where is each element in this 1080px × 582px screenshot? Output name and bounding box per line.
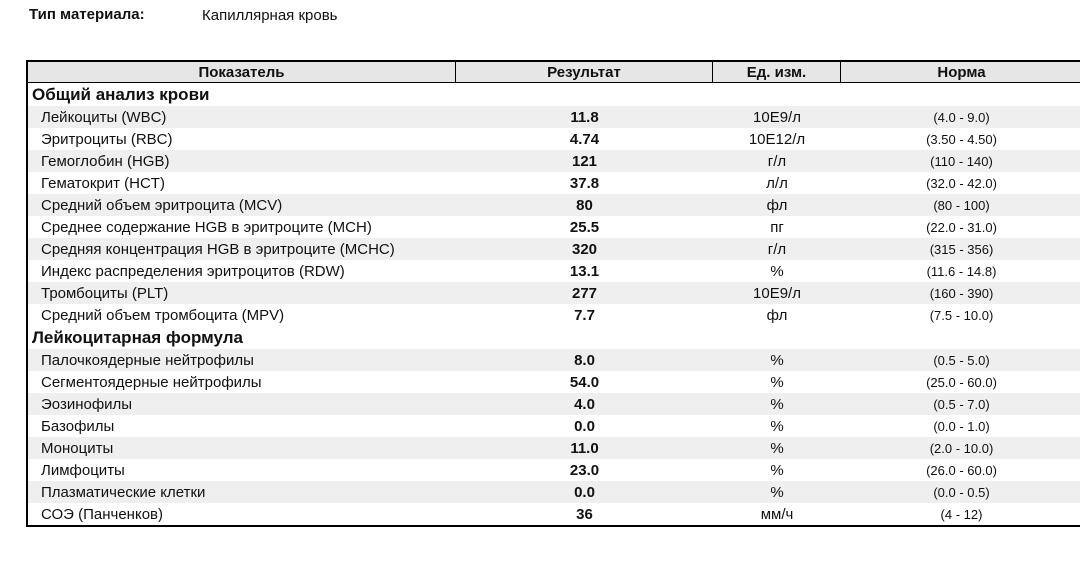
norm-range: (7.5 - 10.0) [929,307,994,323]
table-body [28,83,1080,525]
parameter-name: Сегментоядерные нейтрофилы [41,373,262,391]
result-value: 80 [576,196,593,214]
table-row [28,172,1080,194]
result-value: 11.0 [570,439,599,457]
header-result: Результат [456,62,713,82]
unit-value: г/л [767,240,787,258]
parameter-name: Индекс распределения эритроцитов (RDW) [41,262,345,280]
parameter-name: Палочкоядерные нейтрофилы [41,351,254,369]
table-row [28,481,1080,503]
result-value: 277 [571,284,598,302]
norm-range: (110 - 140) [930,153,993,169]
parameter-name: Среднее содержание HGB в эритроците (MCH) [41,218,372,236]
norm-range: (4.0 - 9.0) [933,109,990,125]
section-title: Лейкоцитарная формула [32,328,243,347]
parameter-name: СОЭ (Панченков) [41,505,163,523]
table-row [28,393,1080,415]
table-row [28,282,1080,304]
result-value: 54.0 [569,373,600,391]
header-parameter: Показатель [28,62,456,82]
unit-value: % [770,373,784,391]
table-row [28,459,1080,481]
result-value: 25.5 [569,218,600,236]
norm-range: (2.0 - 10.0) [929,440,994,456]
table-row [28,216,1080,238]
norm-range: (80 - 100) [933,197,990,213]
norm-range: (4 - 12) [940,506,983,522]
unit-value: % [770,461,784,479]
norm-range: (0.0 - 0.5) [933,484,990,500]
unit-value: % [770,483,784,501]
unit-value: % [770,395,784,413]
result-value: 320 [571,240,598,258]
table-row [28,503,1080,525]
norm-range: (0.5 - 7.0) [933,396,990,412]
norm-range: (32.0 - 42.0) [926,175,997,191]
result-value: 8.0 [574,351,595,369]
result-value: 0.0 [574,483,595,501]
material-type-label: Тип материала: [29,6,145,23]
unit-value: л/л [766,174,788,192]
result-value: 0.0 [574,417,595,435]
table-header [28,62,1080,83]
norm-range: (3.50 - 4.50) [926,131,997,147]
table-row [28,437,1080,459]
result-value: 4.74 [569,130,600,148]
result-value: 4.0 [574,395,595,413]
result-value: 23.0 [569,461,600,479]
norm-range: (25.0 - 60.0) [926,374,997,390]
unit-value: фл [766,196,788,214]
result-value: 11.8 [570,108,599,126]
parameter-name: Эозинофилы [41,395,133,413]
table-row [28,128,1080,150]
norm-range: (160 - 390) [929,285,994,301]
unit-value: % [770,439,784,457]
parameter-name: Моноциты [41,439,114,457]
unit-value: г/л [767,152,787,170]
parameter-name: Гематокрит (HCT) [41,174,165,192]
unit-value: мм/ч [760,505,794,523]
unit-value: 10E9/л [753,284,801,302]
section-title: Общий анализ крови [32,85,210,104]
result-value: 7.7 [574,306,595,324]
table-row [28,349,1080,371]
parameter-name: Лимфоциты [41,461,125,479]
unit-value: 10E12/л [748,130,806,148]
norm-range: (26.0 - 60.0) [926,462,997,478]
result-value: 37.8 [569,174,600,192]
norm-range: (0.0 - 1.0) [933,418,990,434]
parameter-name: Гемоглобин (HGB) [41,152,170,170]
unit-value: фл [766,306,788,324]
parameter-name: Средний объем тромбоцита (MPV) [41,306,285,324]
header-unit: Ед. изм. [713,62,841,82]
table-row [28,194,1080,216]
norm-range: (0.5 - 5.0) [933,352,990,368]
unit-value: % [770,351,784,369]
result-value: 121 [571,152,598,170]
table-row [28,371,1080,393]
norm-range: (11.6 - 14.8) [926,263,997,279]
table-row [28,150,1080,172]
parameter-name: Плазматические клетки [41,483,206,501]
result-value: 36 [576,505,593,523]
parameter-name: Средняя концентрация HGB в эритроците (MCHC) [41,240,395,258]
table-row [28,106,1080,128]
unit-value: 10E9/л [753,108,801,126]
unit-value: % [770,417,784,435]
material-type-value: Капиллярная кровь [202,7,338,24]
norm-range: (22.0 - 31.0) [926,219,997,235]
unit-value: пг [770,218,784,236]
parameter-name: Эритроциты (RBC) [41,130,173,148]
table-row [28,304,1080,326]
results-table [26,60,1080,527]
header-norm: Норма [937,63,986,81]
parameter-name: Средний объем эритроцита (MCV) [41,196,283,214]
table-row [28,238,1080,260]
parameter-name: Лейкоциты (WBC) [41,108,167,126]
parameter-name: Тромбоциты (PLT) [41,284,169,302]
unit-value: % [770,262,784,280]
result-value: 13.1 [569,262,600,280]
table-row [28,415,1080,437]
table-row [28,260,1080,282]
parameter-name: Базофилы [41,417,115,435]
norm-range: (315 - 356) [929,241,994,257]
